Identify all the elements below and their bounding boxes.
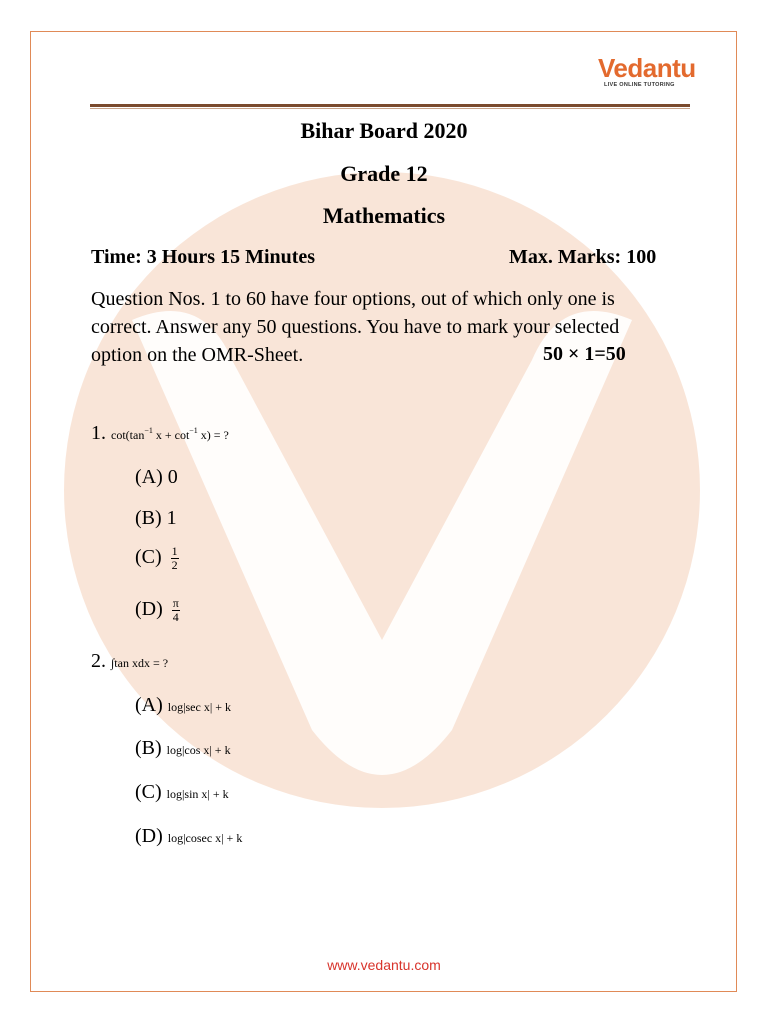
option-a: (A) log|sec x| + k: [135, 694, 231, 716]
question-2: [91, 650, 168, 673]
grade-title: Grade 12: [340, 161, 428, 186]
instructions-text: Question Nos. 1 to 60 have four options, out of which only one is correct. Answer any 50 questions. You have to mark your selected option on the OMR-Sheet.: [91, 288, 620, 366]
option-c: (C) $\frac{1}{2}$: [135, 544, 178, 572]
question-number: 2.: [91, 650, 106, 672]
header-rule: [90, 104, 690, 107]
logo-tagline: LIVE ONLINE TUTORING: [604, 82, 675, 88]
option-c: (C) log|sin x| + k: [135, 781, 229, 803]
time-allowed: Time: 3 Hours 15 Minutes: [91, 246, 316, 268]
board-title: Bihar Board 2020: [300, 118, 468, 143]
marks-tally: 50 × 1=50: [543, 343, 626, 365]
max-marks: Max. Marks: 100: [509, 246, 657, 268]
option-b: (B) 1: [135, 507, 177, 529]
question-expression: $\cot(\tan^{-1}$ $x + \cot^{-1} x$) = ?: [111, 426, 229, 442]
subject-title: Mathematics: [322, 203, 446, 228]
option-a: (A) 0: [135, 466, 178, 488]
footer-website-link[interactable]: www.vedantu.com: [327, 957, 441, 973]
question-1: [91, 422, 229, 445]
option-d: (D) $\frac{\pi}{4}$: [135, 596, 179, 624]
option-b: (B) log|cos x| + k: [135, 737, 231, 759]
option-d: (D) log|cosec x| + k: [135, 825, 243, 847]
question-number: 1.: [91, 422, 106, 444]
fraction: $\frac{1}{2}$: [171, 544, 178, 572]
fraction: $\frac{\pi}{4}$: [172, 596, 179, 624]
logo-brand-name: Vedantu: [598, 53, 696, 83]
question-expression: ∫tan xdx = ?: [111, 656, 169, 670]
header-rule-thin: [90, 108, 690, 109]
vedantu-logo: [596, 52, 696, 92]
